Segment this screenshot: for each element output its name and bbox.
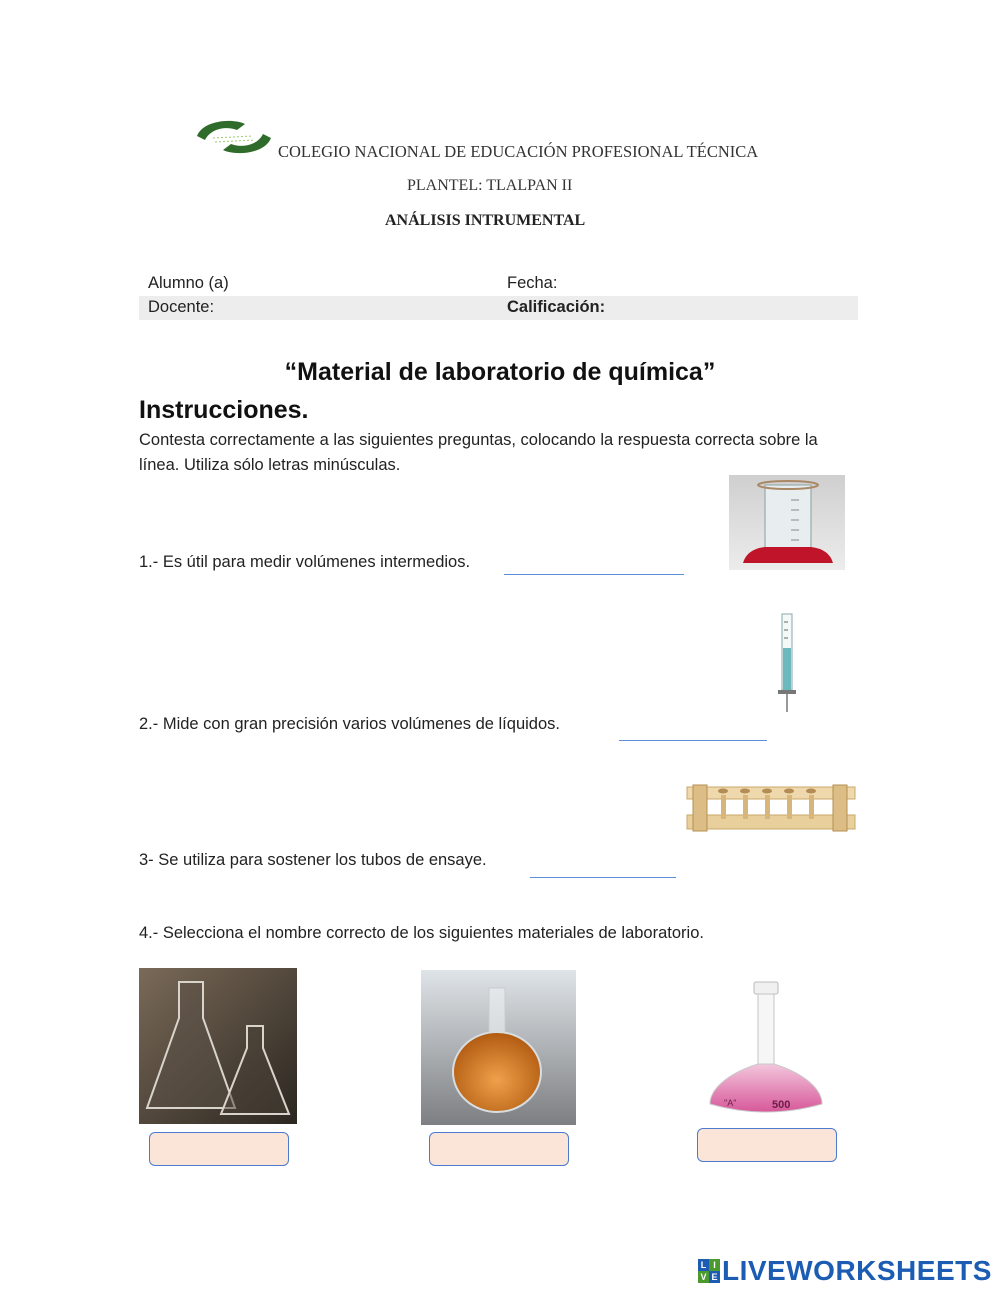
volumetric-flask-image — [706, 980, 826, 1120]
answer-3-input[interactable] — [530, 853, 676, 878]
erlenmeyer-flasks-image — [139, 968, 297, 1124]
question-3: 3- Se utiliza para sostener los tubos de ensaye. — [139, 851, 487, 869]
liveworksheets-badge — [698, 1259, 720, 1283]
select-answer-3[interactable] — [697, 1128, 837, 1162]
badge-letter-l: L — [698, 1259, 709, 1271]
badge-letter-e: E — [709, 1271, 720, 1283]
student-label: Alumno (a) — [148, 274, 229, 292]
subject-name: ANÁLISIS INTRUMENTAL — [385, 212, 586, 229]
badge-letter-v: V — [698, 1271, 709, 1283]
campus-name: PLANTEL: TLALPAN II — [407, 177, 573, 194]
teacher-label: Docente: — [148, 298, 215, 316]
round-flask-image — [421, 970, 576, 1125]
question-2: 2.- Mide con gran precisión varios volúmenes de líquidos. — [139, 715, 560, 733]
conalep-logo — [193, 116, 275, 158]
badge-letter-i: I — [709, 1259, 720, 1271]
select-answer-1[interactable] — [149, 1132, 289, 1166]
select-answer-2[interactable] — [429, 1132, 569, 1166]
answer-2-input[interactable] — [619, 716, 767, 741]
question-4: 4.- Selecciona el nombre correcto de los siguientes materiales de laboratorio. — [139, 924, 704, 942]
instructions-heading: Instrucciones. — [139, 396, 309, 424]
worksheet-title: “Material de laboratorio de química” — [284, 358, 716, 386]
burette-image — [772, 612, 802, 716]
liveworksheets-brand[interactable]: LIVEWORKSHEETS — [722, 1255, 992, 1286]
flask-volume-label: 500 — [772, 1099, 791, 1111]
test-tube-rack-image — [683, 775, 859, 840]
beaker-image — [729, 475, 845, 570]
institution-name: COLEGIO NACIONAL DE EDUCACIÓN PROFESIONAL TÉCNICA — [278, 142, 759, 161]
flask-brand-label: "A" — [724, 1098, 737, 1108]
question-1: 1.- Es útil para medir volúmenes intermedios. — [139, 553, 471, 571]
instructions-text: Contesta correctamente a las siguientes preguntas, colocando la respuesta correcta sobre la línea. Utiliza sólo letras minúsculas. — [139, 431, 818, 474]
info-row-student — [139, 272, 858, 296]
date-label: Fecha: — [507, 274, 558, 292]
info-row-teacher — [139, 296, 858, 320]
answer-1-input[interactable] — [504, 550, 684, 575]
grade-label: Calificación: — [507, 298, 606, 316]
